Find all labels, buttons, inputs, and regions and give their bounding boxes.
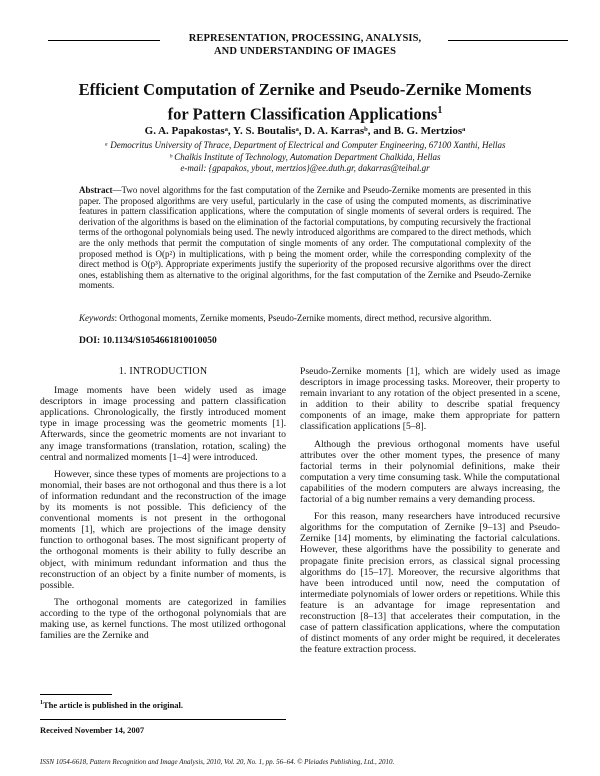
affiliation-a: ᵃ Democritus University of Thrace, Department of Electrical and Computer Engineering, 67100 Xanthi, Hellas xyxy=(104,140,506,150)
title-line-1: Efficient Computation of Zernike and Pseudo-Zernike Moments xyxy=(78,80,532,99)
footnote-text: The article is published in the original. xyxy=(43,700,184,710)
paragraph: The orthogonal moments are categorized in families according to the type of the orthogonal polynomials that are making use, as kernel functions. The most utilized orthogonal families are the Zernike and xyxy=(40,596,286,642)
keywords-label: Keywords xyxy=(79,313,115,323)
received-rule xyxy=(40,719,286,720)
authors: G. A. Papakostasᵃ, Y. S. Boutalisᵃ, D. A. Karrasᵇ, and B. G. Mertziosᵃ xyxy=(144,125,466,137)
abstract xyxy=(79,185,531,291)
header-line-2: AND UNDERSTANDING OF IMAGES xyxy=(213,46,397,57)
header-line-1: REPRESENTATION, PROCESSING, ANALYSIS, xyxy=(188,33,422,44)
left-column xyxy=(40,366,286,647)
paragraph: However, since these types of moments are projections to a monomial, their bases are not orthogonal and thus there is a lot of information redundant and the reconstruction of the image by its moments is not possible. This deficiency of the conventional moments is not present in the orthogonal moments [1], which are projections of the image density function to orthogonal bases. The most significant property of the orthogonal moments is their ability to fully describe an object, with minimum redundant information and thus the reconstruction of an object by a finite number of moments, is possible. xyxy=(40,468,286,591)
title-line-2 xyxy=(40,100,570,125)
header-rule-left xyxy=(48,40,160,41)
email-line: e-mail: {gpapakos, ybout, mertzios}@ee.duth.gr, dakarras@teihal.gr xyxy=(180,163,430,173)
abstract-text: —Two novel algorithms for the fast computation of the Zernike and Pseudo-Zernike moments are presented in this paper. The proposed algorithms are very useful, particularly in the case of using the computed moments, as discriminative features in pattern classification applications, where the computation of single moments of several orders is required. The derivation of the algorithms is based on the elimination of the factorial computations, by computing recursively the fractional terms of the orthogonal polynomials being used. The newly introduced algorithms are compared to the direct methods, which are the only methods that permit the computation of single moments of any order. The computational complexity of the proposed method is O(p²) in multiplications, with p being the moment order, while the corresponding complexity of the direct method is O(p³). Appropriate experiments justify the superiority of the proposed recursive algorithms over the direct ones, establishing them as alternative to the original algorithms, for the fast computation of the Zernike and Pseudo-Zernike moments. xyxy=(79,185,531,291)
issn-footer: ISSN 1054-6618, Pattern Recognition and Image Analysis, 2010, Vol. 20, No. 1, pp. 56–64. © Pleiades Publishing, Ltd., 2010. xyxy=(40,758,395,766)
keywords xyxy=(79,313,531,324)
footnote-mark: 1 xyxy=(40,700,43,707)
footnote-rule xyxy=(40,694,112,695)
footnote xyxy=(40,700,183,710)
received-date: Received November 14, 2007 xyxy=(40,725,145,735)
paragraph: Pseudo-Zernike moments [1], which are widely used as image descriptors in image processing tasks. Moreover, their property to remain invariant to any rotation of the object presented in a scene, in addition to their ability to describe spatial frequency components of an image, make them appropriate for pattern classification applications [5–8]. xyxy=(300,366,560,433)
doi: DOI: 10.1134/S1054661810010050 xyxy=(79,336,217,346)
section-heading: 1. INTRODUCTION xyxy=(118,366,208,377)
abstract-label: Abstract xyxy=(79,185,113,195)
title-footnote-mark: 1 xyxy=(437,105,443,116)
title-line-2-text: for Pattern Classification Applications xyxy=(167,104,438,124)
paragraph: For this reason, many researchers have introduced recursive algorithms for the computation of Zernike [9–13] and Pseudo-Zernike [14] moments, by eliminating the factorial calculations. However, these algorithms have the possibility to generate and propagate finite precision errors, as classical signal processing algorithms do [15–17]. Moreover, the recursive algorithms that have been introduced until now, need the computation of intermediate polynomials of lower orders or repetitions. While this feature is an advantage for image representation and reconstruction [8–13] that accelerates their computation, in the case of pattern classification applications, where the computation of distinct moments of any order might be required, it decelerates the feature extraction process. xyxy=(300,511,560,656)
paper-title xyxy=(40,79,570,125)
right-column xyxy=(300,366,560,661)
paragraph: Image moments have been widely used as image descriptors in image processing and pattern classification applications. Chronologically, the firstly introduced moment type in image processing was the geometric moments [1]. Afterwards, since the geometric moments are not invariant to any image transformations (translation, rotation, scaling) the central and normalized moments [1–4] were introduced. xyxy=(40,385,286,463)
keywords-text: : Orthogonal moments, Zernike moments, Pseudo-Zernike moments, direct method, recursive algorithm. xyxy=(114,313,492,323)
paragraph: Although the previous orthogonal moments have useful attributes over the other moment types, the presence of many factorial terms in their polynomial definitions, make their computation a very time consuming task. While the computational capabilities of the modern computers are always increasing, the factorial of a big number remains a very demanding process. xyxy=(300,438,560,506)
affiliation-b: ᵇ Chalkis Institute of Technology, Automation Department Chalkida, Hellas xyxy=(169,152,441,162)
header-rule-right xyxy=(448,40,568,41)
